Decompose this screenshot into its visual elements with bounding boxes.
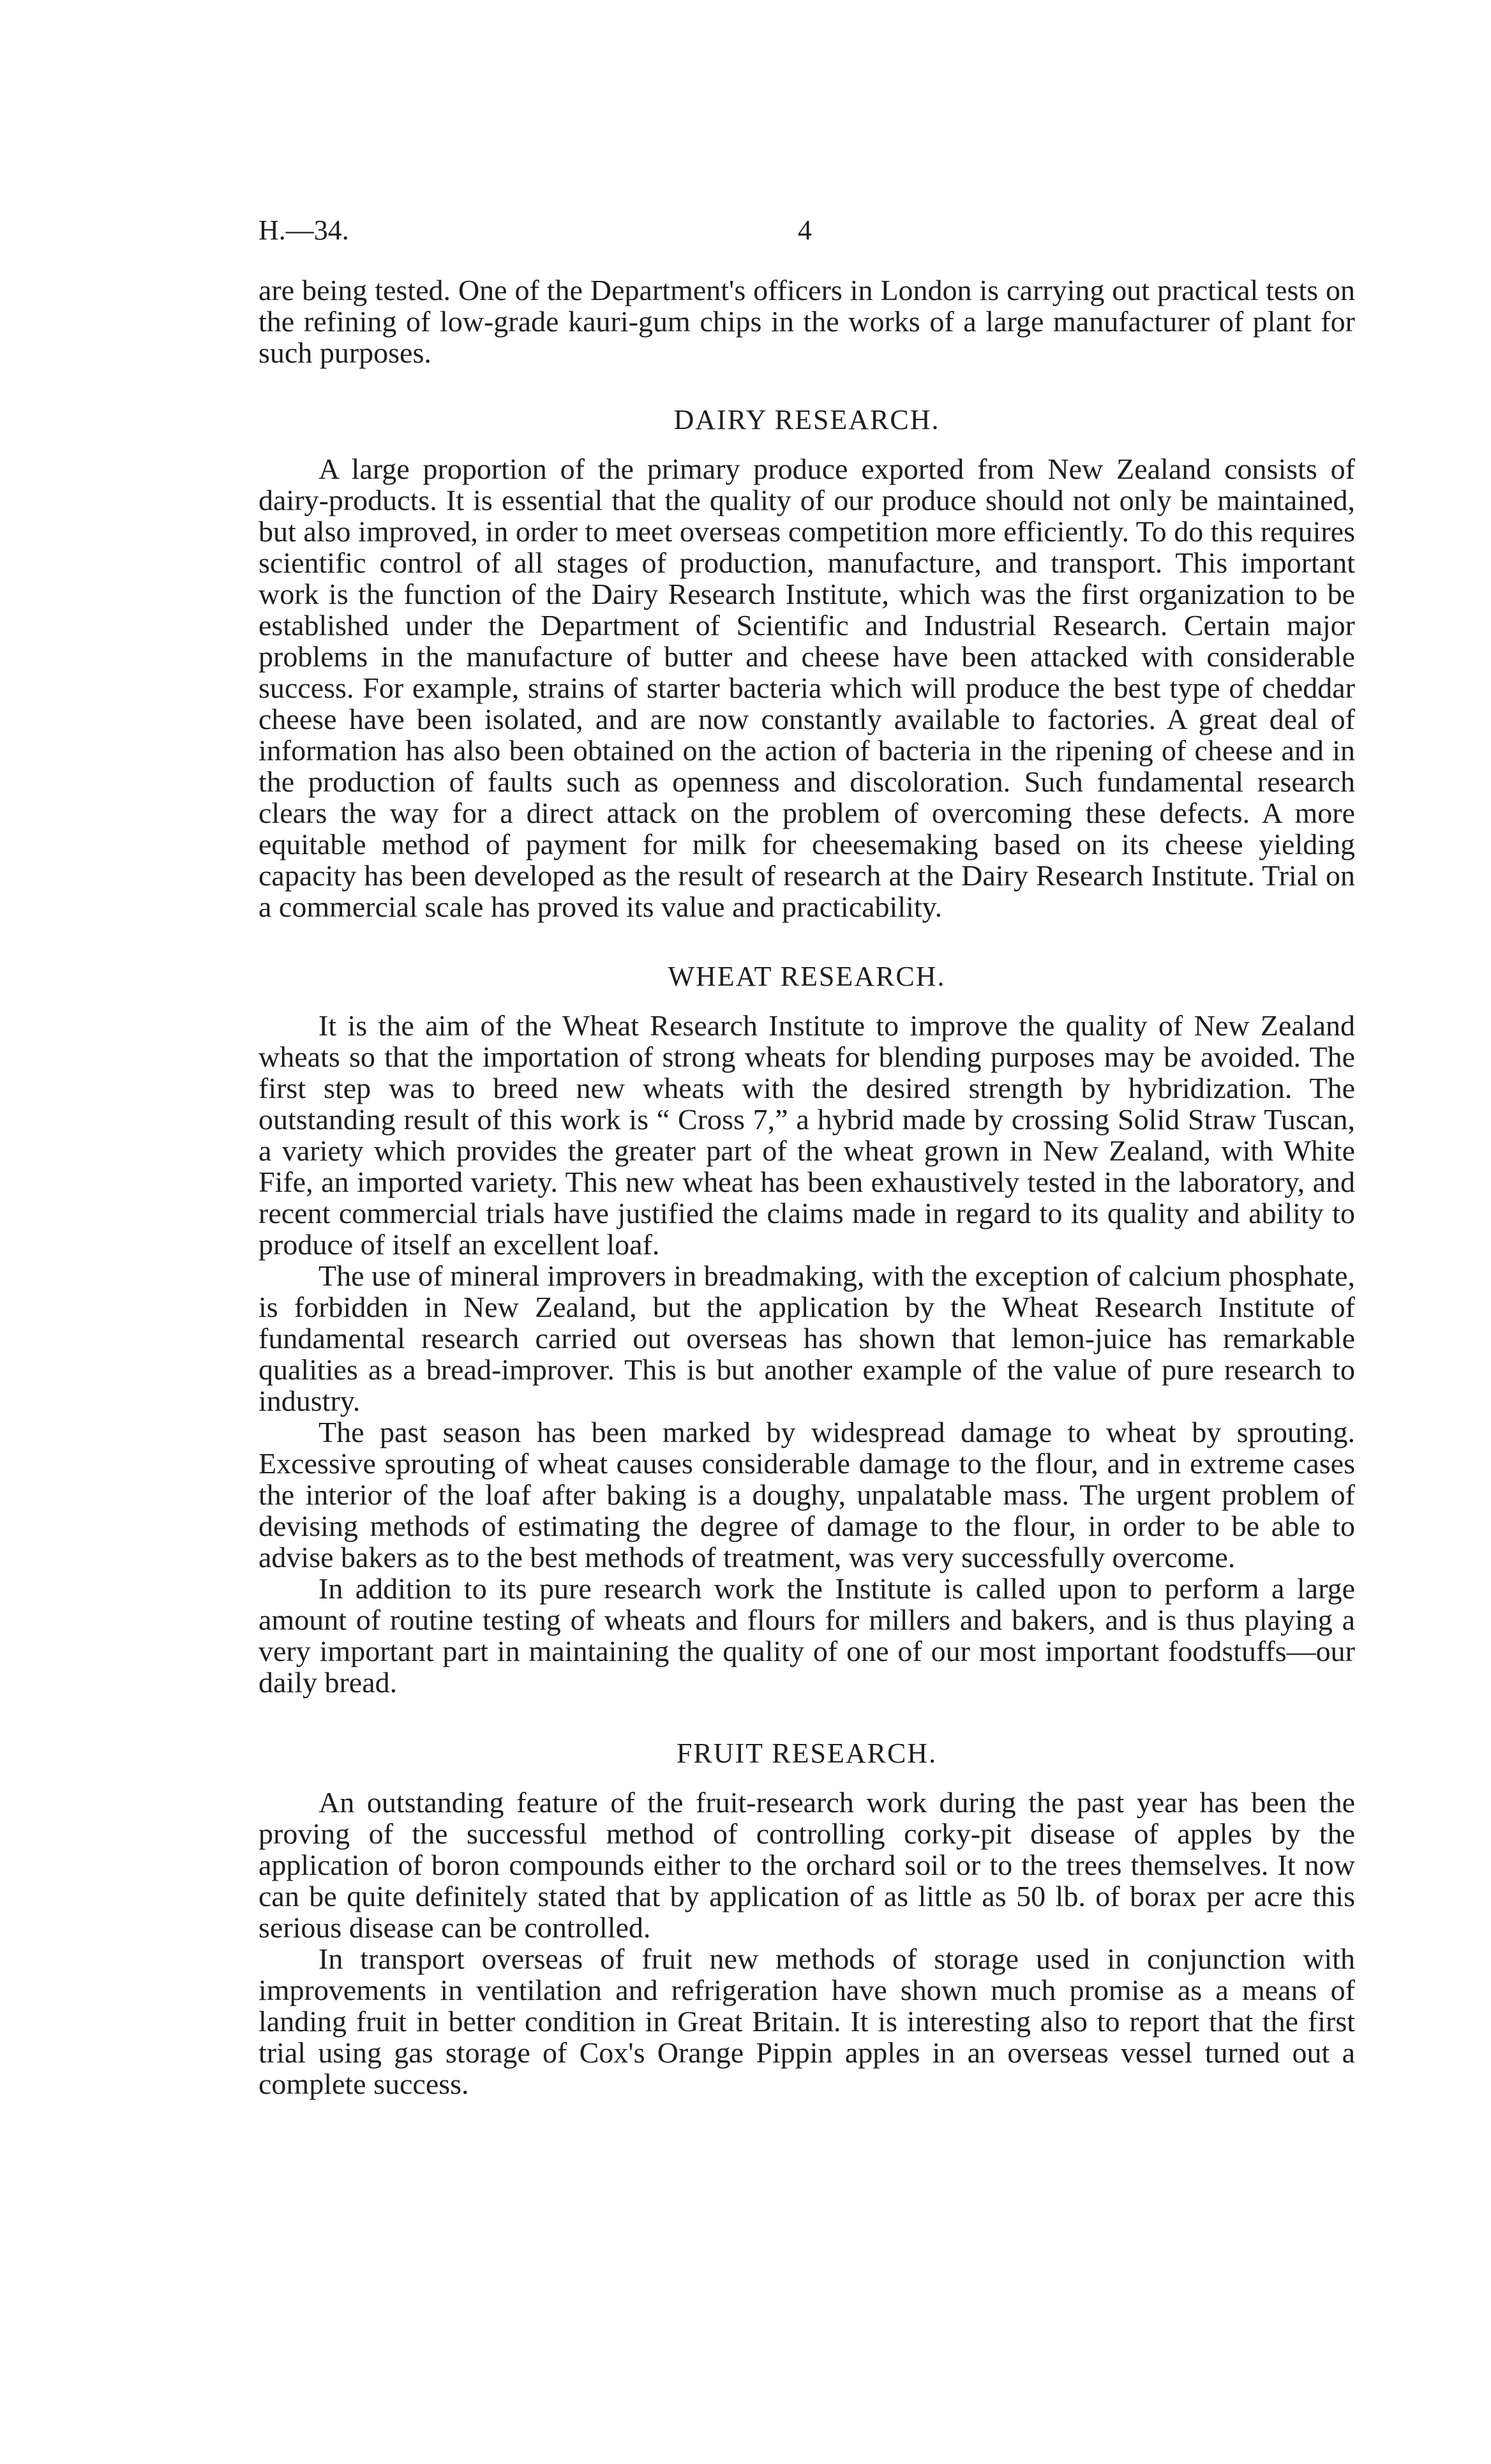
page-body [258, 274, 1355, 2100]
fruit-research-heading: FRUIT RESEARCH. [676, 1738, 938, 1769]
fruit-research-section [258, 1738, 1355, 2100]
wheat-paragraph: In addition to its pure research work the Institute is called upon to perform a large amount of routine testing of wheats and flours for millers and bakers, and is thus playing a very important part in maintaining the quality of one of our most important foodstuffs—our daily bread. [258, 1572, 1355, 1699]
fruit-paragraph: In transport overseas of fruit new methods of storage used in conjunction with improvements in ventilation and refrigeration have shown much promise as a means of landing fruit in better condition in Great Britain. It is interesting also to report that the first trial using gas storage of Cox's Orange Pippin apples in an overseas vessel turned out a complete success. [258, 1942, 1355, 2100]
report-reference: H.—34. [258, 214, 349, 246]
page-number: 4 [798, 214, 812, 246]
wheat-paragraph: The use of mineral improvers in breadmaking, with the exception of calcium phosphate, is forbidden in New Zealand, but the application by the Wheat Research Institute of fundamental research carried out overseas has shown that lemon-juice has remarkable qualities as a bread-improver. This is but another example of the value of pure research to industry. [258, 1259, 1355, 1417]
wheat-paragraph: It is the aim of the Wheat Research Institute to improve the quality of New Zealand wheats so that the importation of strong wheats for blending purposes may be avoided. The first step was to breed new wheats with the desired strength by hybridization. The outstanding result of this work is “ Cross 7,” a hybrid made by crossing Solid Straw Tuscan, a variety which provides the greater part of the wheat grown in New Zealand, with White Fife, an imported variety. This new wheat has been exhaustively tested in the laboratory, and recent commercial trials have justified the claims made in regard to its quality and ability to produce of itself an excellent loaf. [258, 1009, 1355, 1261]
dairy-research-section [258, 404, 1355, 922]
wheat-research-section [258, 961, 1355, 1698]
dairy-research-heading: DAIRY RESEARCH. [673, 404, 940, 435]
intro-paragraph: are being tested. One of the Department's officers in London is carrying out practical tests on the refining of low-grade kauri-gum chips in the works of a large manufacturer of plant for such purposes. [258, 274, 1355, 369]
wheat-research-heading: WHEAT RESEARCH. [668, 961, 946, 992]
fruit-paragraph: An outstanding feature of the fruit-research work during the past year has been the proving of the successful method of controlling corky-pit disease of apples by the application of boron compounds either to the orchard soil or to the trees themselves. It now can be quite definitely stated that by application of as little as 50 lb. of borax per acre this serious disease can be controlled. [258, 1786, 1355, 1944]
wheat-paragraph: The past season has been marked by widespread damage to wheat by sprouting. Excessive sprouting of wheat causes considerable damage to the flour, and in extreme cases the interior of the loaf after baking is a doughy, unpalatable mass. The urgent problem of devising methods of estimating the degree of damage to the flour, in order to be able to advise bakers as to the best methods of treatment, was very successfully overcome. [258, 1416, 1355, 1574]
page-header [258, 214, 1356, 252]
dairy-paragraph: A large proportion of the primary produce exported from New Zealand consists of dairy-products. It is essential that the quality of our produce should not only be maintained, but also improved, in order to meet overseas competition more efficiently. To do this requires scientific control of all stages of production, manufacture, and transport. This important work is the function of the Dairy Research Institute, which was the first organization to be established under the Department of Scientific and Industrial Research. Certain major problems in the manufacture of butter and cheese have been attacked with considerable success. For example, strains of starter bacteria which will produce the best type of cheddar cheese have been isolated, and are now constantly available to factories. A great deal of information has also been obtained on the action of bacteria in the ripening of cheese and in the production of faults such as openness and discoloration. Such fundamental research clears the way for a direct attack on the problem of overcoming these defects. A more equitable method of payment for milk for cheesemaking based on its cheese yielding capacity has been developed as the result of research at the Dairy Research Institute. Trial on a commercial scale has proved its value and practicability. [258, 453, 1355, 923]
